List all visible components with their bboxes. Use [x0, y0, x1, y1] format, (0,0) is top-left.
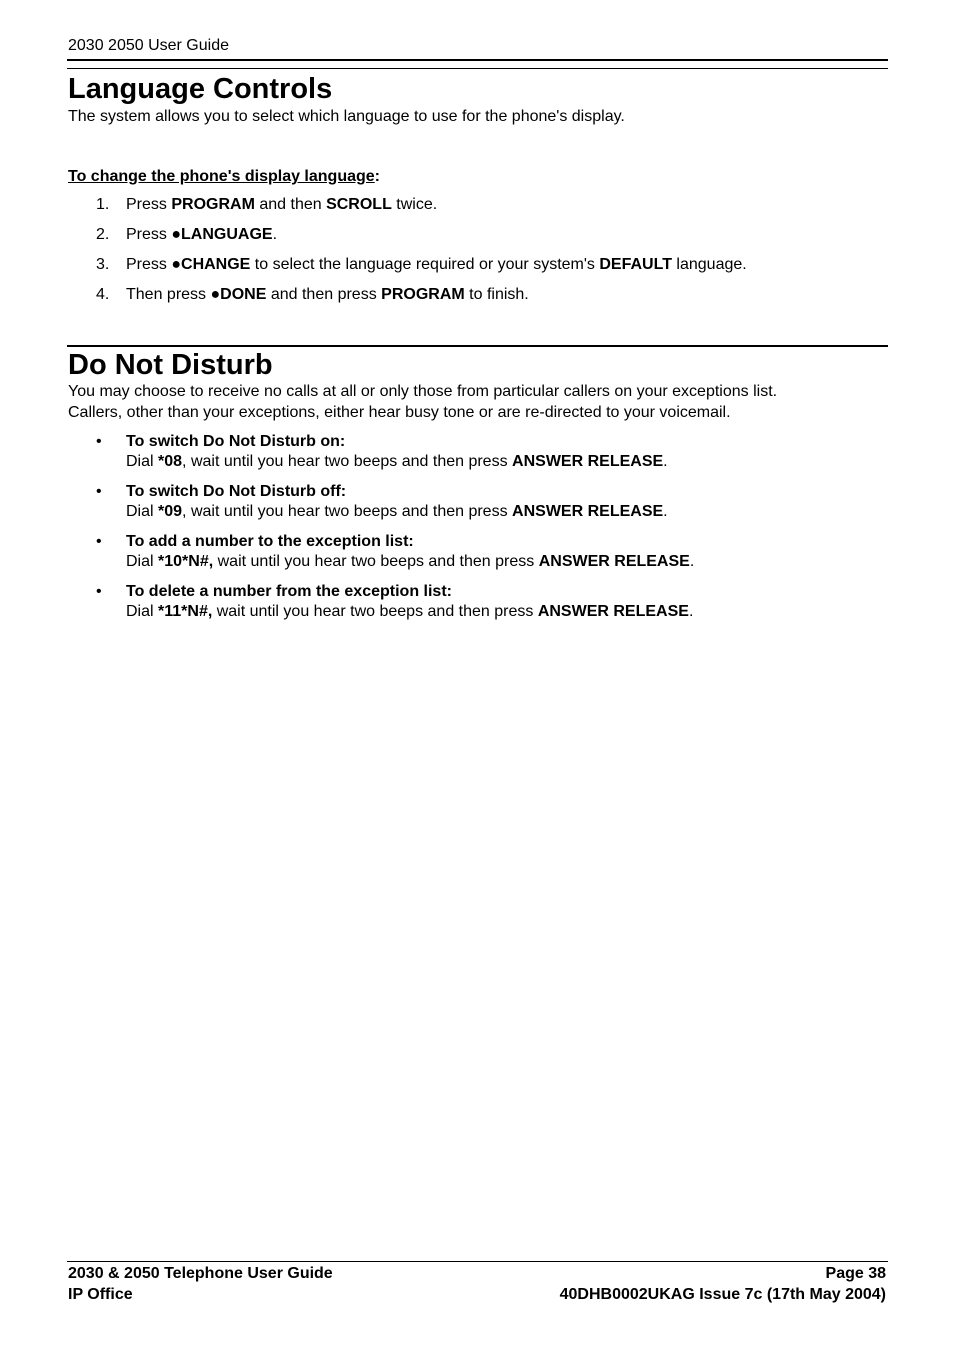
header-rule-top	[67, 59, 888, 61]
softkey-dot-icon: ●	[210, 286, 221, 303]
step-number: 2.	[96, 226, 110, 243]
dnd-item-add-exception	[96, 532, 694, 572]
key-name: ANSWER RELEASE	[538, 553, 690, 570]
key-name: CHANGE	[181, 256, 251, 273]
step-number: 1.	[96, 196, 110, 213]
item-heading: To switch Do Not Disturb off:	[126, 483, 347, 500]
footer-document-id: 40DHB0002UKAG Issue 7c (17th May 2004)	[559, 1286, 886, 1303]
item-text: .	[663, 503, 668, 520]
key-name: ANSWER RELEASE	[512, 503, 664, 520]
item-text: .	[688, 603, 694, 620]
item-text: , wait until you hear two beeps and then press	[182, 503, 513, 520]
key-name: DEFAULT	[599, 256, 672, 273]
softkey-dot-icon: ●	[171, 226, 182, 243]
dnd-intro-line-2: Callers, other than your exceptions, either hear busy tone or are re-directed to your voicemail.	[68, 404, 731, 421]
key-name: PROGRAM	[381, 286, 465, 303]
item-text: Dial	[126, 453, 159, 470]
key-name: ANSWER RELEASE	[537, 603, 689, 620]
item-text: Dial	[126, 553, 159, 570]
language-step-3	[96, 255, 747, 275]
step-text: .	[272, 226, 278, 243]
language-procedure-title	[68, 166, 380, 187]
dnd-intro-line-1: You may choose to receive no calls at all or only those from particular callers on your exceptions list.	[68, 383, 778, 400]
step-text: to finish.	[464, 286, 529, 303]
dnd-item-on	[96, 432, 668, 472]
item-text: .	[689, 553, 695, 570]
bullet-icon: •	[96, 583, 102, 600]
dial-code: *08	[158, 453, 183, 470]
key-name: LANGUAGE	[181, 226, 273, 243]
language-step-1	[96, 195, 437, 215]
footer-rule	[67, 1261, 888, 1262]
step-text: Press	[126, 256, 172, 273]
item-text: Dial	[126, 503, 159, 520]
step-text: Press	[126, 226, 172, 243]
step-number: 4.	[96, 286, 110, 303]
dnd-item-off	[96, 482, 668, 522]
item-text: , wait until you hear two beeps and then press	[182, 453, 513, 470]
step-text: to select the language required or your system's	[250, 256, 600, 273]
language-step-2	[96, 225, 277, 245]
step-text: Press	[126, 196, 172, 213]
header-rule-bottom	[67, 68, 888, 69]
procedure-title-colon: :	[374, 168, 380, 185]
item-text: Dial	[126, 603, 159, 620]
procedure-title-text: To change the phone's display language	[68, 168, 375, 185]
dnd-item-delete-exception	[96, 582, 693, 622]
key-name: DONE	[220, 286, 267, 303]
key-name: SCROLL	[326, 196, 392, 213]
bullet-icon: •	[96, 483, 102, 500]
language-intro: The system allows you to select which language to use for the phone's display.	[68, 108, 625, 125]
footer-left-line-2: IP Office	[68, 1286, 133, 1303]
language-controls-heading: Language Controls	[68, 73, 333, 105]
dial-code: *11*N#,	[158, 603, 213, 620]
key-name: ANSWER RELEASE	[512, 453, 664, 470]
item-text: .	[663, 453, 668, 470]
item-heading: To switch Do Not Disturb on:	[126, 433, 346, 450]
running-header: 2030 2050 User Guide	[68, 37, 229, 54]
item-text: wait until you hear two beeps and then press	[212, 603, 538, 620]
footer-page-number: Page 38	[825, 1265, 886, 1282]
dial-code: *10*N#,	[158, 553, 214, 570]
footer-left-line-1: 2030 & 2050 Telephone User Guide	[68, 1265, 333, 1282]
item-heading: To add a number to the exception list:	[126, 533, 414, 550]
bullet-icon: •	[96, 533, 102, 550]
section-divider	[67, 345, 888, 347]
softkey-dot-icon: ●	[171, 256, 182, 273]
item-text: wait until you hear two beeps and then press	[213, 553, 539, 570]
step-text: Then press	[126, 286, 211, 303]
step-text: and then	[254, 196, 327, 213]
step-text: and then press	[266, 286, 382, 303]
step-number: 3.	[96, 256, 110, 273]
step-text: language.	[671, 256, 747, 273]
item-heading: To delete a number from the exception list:	[126, 583, 452, 600]
dnd-heading: Do Not Disturb	[68, 349, 273, 381]
dial-code: *09	[158, 503, 183, 520]
step-text: twice.	[391, 196, 438, 213]
bullet-icon: •	[96, 433, 102, 450]
language-step-4	[96, 285, 529, 305]
key-name: PROGRAM	[171, 196, 255, 213]
